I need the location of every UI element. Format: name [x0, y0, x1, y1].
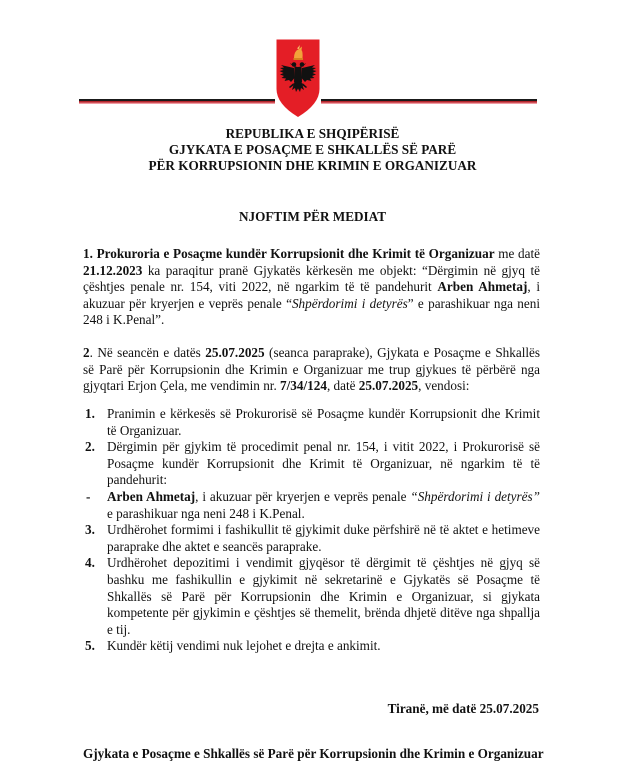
albanian-coat-of-arms-icon [275, 38, 321, 120]
decision-item-text: Urdhërohet formimi i fashikullit të gjykimit duke përfshirë në të aktet e hetimeve paraprake dhe aktet e seancës paraprake. [107, 522, 540, 554]
paragraph-2-text-c: , datë [326, 378, 359, 394]
decision-item-text: Pranimin e kërkesës së Prokurorisë së Posaçme kundër Korrupsionit dhe Krimit të Organizuar. [107, 406, 540, 438]
republic-name: REPUBLIKA E SHQIPËRISË [225, 126, 400, 141]
decision-item-defendant [83, 489, 540, 522]
place-and-date: Tiranë, më datë 25.07.2025 [387, 701, 539, 716]
decision-item-marker: 4. [85, 555, 95, 571]
paragraph-1-text-d: ” e parashikuar nga neni 248 i K.Penal”. [83, 295, 540, 328]
footer-court-name: Gjykata e Posaçme e Shkallës së Parë për Korrupsionin dhe Krimin e Organizuar [83, 746, 544, 761]
decision-item [83, 439, 540, 489]
decision-item-text: Urdhërohet depozitimi i vendimit gjyqësor të dërgimit të çështjes në gjyq së bashku me fashikullin e gjykimit në sekretarinë e Gjykatës së Posaçme të Shkallës së Parë për Korrupsionin dhe Krimin e Organizuar, si gjykata kompetente për gjykimin e çështjes së themelit, brënda dhjetë ditëve nga shpallja e tij. [107, 555, 540, 637]
paragraph-2-number: 2 [83, 345, 90, 360]
decision-item-text: Kundër këtij vendimi nuk lejohet e drejta e ankimit. [107, 638, 381, 654]
decision-item-text: Dërgimin për gjykim të procedimit penal nr. 154, i vitit 2022, i Prokurorisë së Posaçme kundër Korrupsionit dhe Krimit të Organizuar, në ngarkim të të pandehurit: [107, 439, 540, 488]
decision-item [83, 638, 540, 655]
decision-number: 7/34/124 [280, 378, 327, 394]
court-name: GJYKATA E POSAÇME E SHKALLËS SË PARË [168, 142, 457, 157]
paragraph-1-text-a: me datë [494, 246, 541, 261]
prosecution-name: Prokuroria e Posaçme kundër Korrupsionit dhe Krimit të Organizuar [96, 246, 495, 261]
decision-item-text-b: e parashikuar nga neni 248 i K.Penal. [107, 505, 305, 521]
decision-item-marker: 5. [85, 638, 95, 654]
decision-item-marker: - [86, 488, 91, 504]
decision-list [83, 406, 540, 655]
filing-date: 21.12.2023 [83, 262, 143, 278]
decision-item-marker: 1. [85, 406, 95, 421]
hearing-date: 25.07.2025 [205, 345, 265, 360]
paragraph-2-text-a: . Në seancën e datës [89, 345, 206, 360]
institution-header [0, 126, 625, 174]
court-jurisdiction: PËR KORRUPSIONIN DHE KRIMIN E ORGANIZUAR [148, 158, 477, 173]
defendant-name: Arben Ahmetaj [437, 279, 528, 295]
paragraph-2 [83, 345, 540, 395]
offense-name: “Shpërdorimi i detyrës” [410, 488, 540, 504]
header-divider-left [79, 99, 275, 104]
notice-title: NJOFTIM PËR MEDIAT [238, 209, 386, 224]
paragraph-1-text-b: ka paraqitur pranë Gjykatës kërkesën me objekt: “Dërgimin në gjyq të çështjes penale nr. 154, viti 2022, në ngarkim të të pandehurit [83, 262, 540, 295]
offense-name: Shpërdorimi i detyrës [291, 295, 408, 311]
header-divider-right [321, 99, 537, 104]
decision-date: 25.07.2025 [358, 378, 419, 394]
decision-item-marker: 3. [85, 522, 95, 538]
decision-item [83, 406, 540, 439]
decision-item-text-a: , i akuzuar për kryerjen e veprës penale [195, 488, 411, 504]
decision-item [83, 522, 540, 555]
paragraph-2-text-b: (seanca paraprake), Gjykata e Posaçme e Shkallës së Parë për Korrupsionin dhe Krimin e Organizuar me trup gjykues të përbërë nga gjyqtari Erjon Çela, me vendimin nr. [83, 345, 541, 394]
paragraph-1-text-c: , i akuzuar për kryerjen e veprës penale “ [83, 279, 540, 311]
paragraph-2-text-d: , vendosi: [418, 378, 470, 394]
decision-item-marker: 2. [85, 439, 95, 455]
paragraph-1 [83, 246, 540, 329]
paragraph-1-number: 1. [83, 246, 93, 261]
decision-item [83, 555, 540, 638]
defendant-name: Arben Ahmetaj [107, 488, 196, 504]
